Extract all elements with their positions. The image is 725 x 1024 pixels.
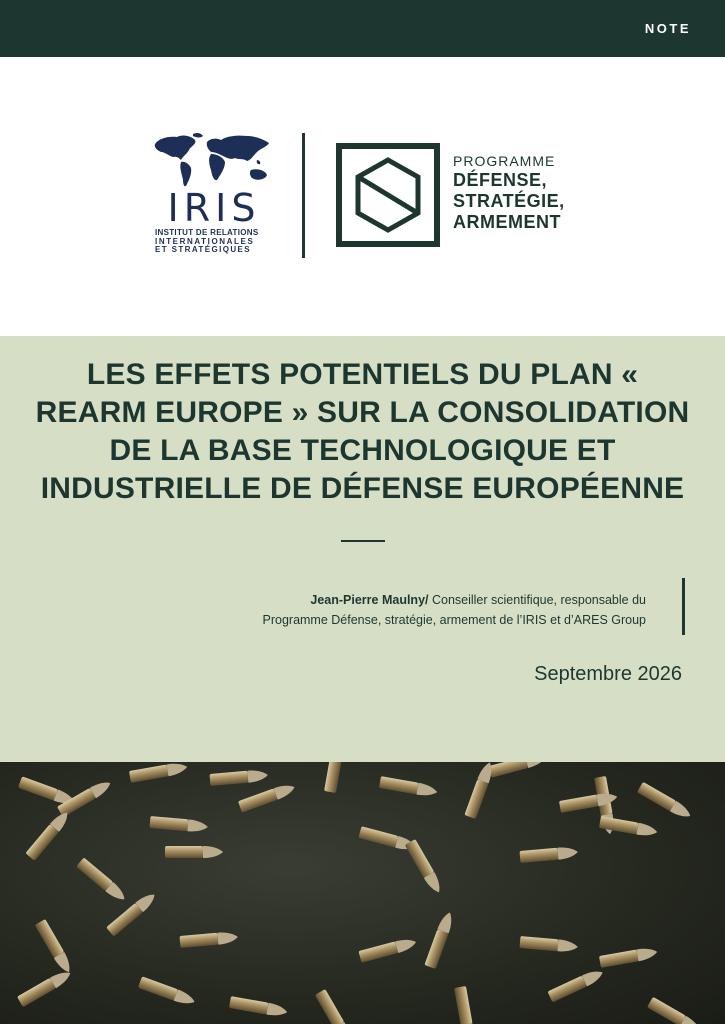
top-bar [0, 0, 725, 57]
hexagon-logo-icon [336, 143, 440, 247]
publication-date: Septembre 2026 [534, 663, 682, 685]
iris-subtitle [155, 229, 275, 255]
author-role: Conseiller scientifique, responsable du [428, 593, 646, 607]
programme-name [453, 152, 565, 233]
world-map-icon [151, 130, 275, 190]
programme-line: ARMEMENT [453, 212, 561, 232]
iris-wordmark: IRIS [167, 186, 261, 230]
author-role-line: Programme Défense, stratégie, armement de l’IRIS et d’ARES Group [262, 613, 646, 627]
bullets-photo-icon [0, 762, 725, 1024]
title-divider [341, 540, 385, 542]
iris-logo [151, 130, 275, 258]
document-type-label: NOTE [644, 21, 691, 36]
logo-divider [302, 133, 305, 258]
programme-line: STRATÉGIE, [453, 191, 565, 211]
author-name: Jean-Pierre Maulny/ [310, 593, 429, 607]
author-accent-bar [682, 578, 685, 635]
iris-subtitle-line: INTERNATIONALES [155, 236, 255, 246]
programme-line: DÉFENSE, [453, 170, 548, 190]
bullets-photo [0, 762, 725, 1024]
author-block [180, 590, 646, 630]
author-line [180, 590, 646, 610]
document-title: LES EFFETS POTENTIELS DU PLAN « REARM EUROPE » SUR LA CONSOLIDATION DE LA BASE TECHNOLOGIQUE ET INDUSTRIELLE DE DÉFENSE EUROPÉENNE [35, 358, 690, 505]
programme-line: PROGRAMME [453, 153, 556, 169]
iris-subtitle-line: INSTITUT DE RELATIONS [155, 228, 259, 237]
iris-subtitle-line: ET STRATÉGIQUES [155, 245, 251, 254]
